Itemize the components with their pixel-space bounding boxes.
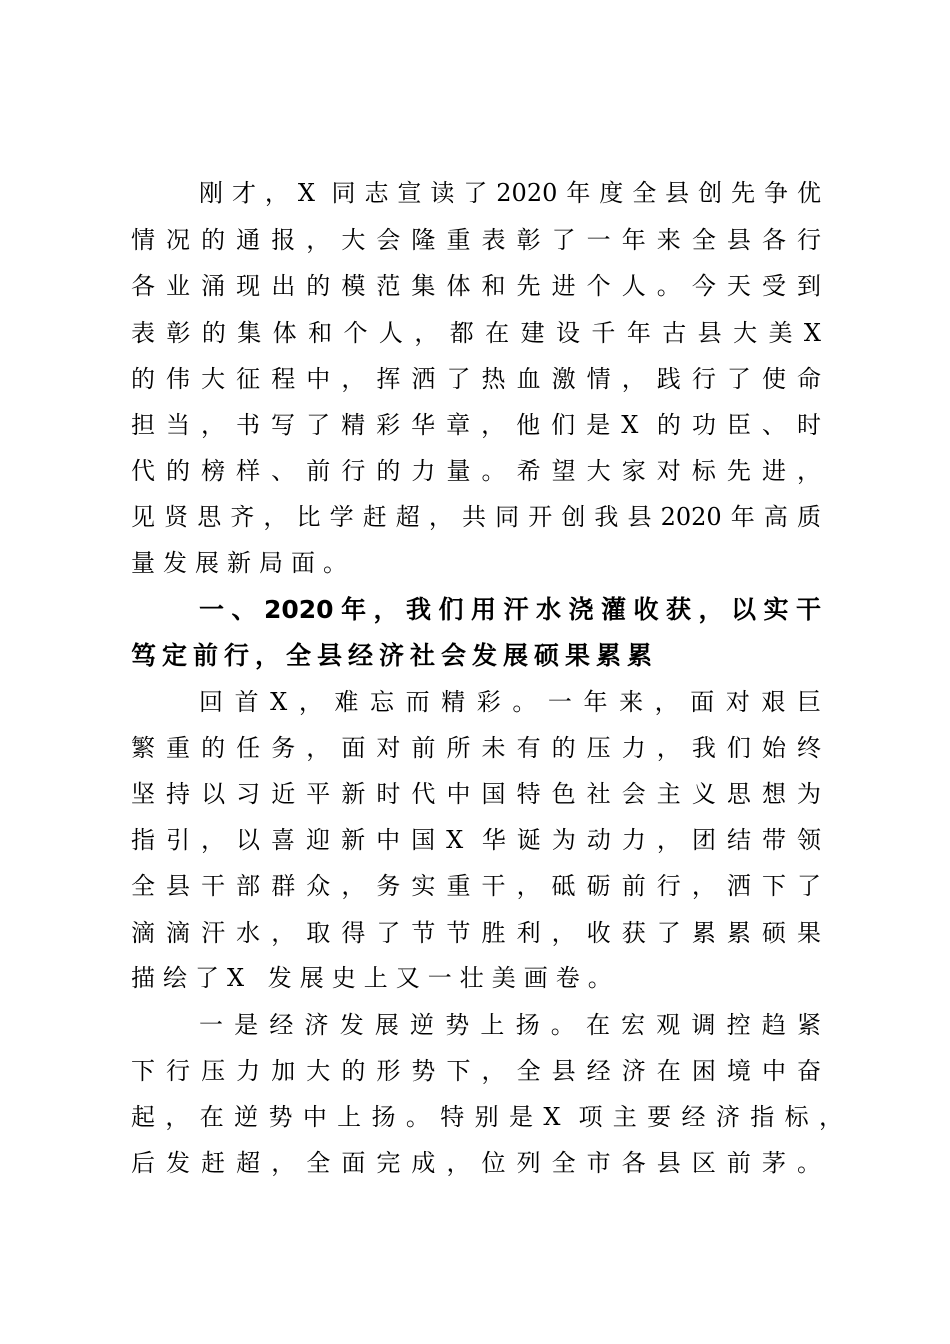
paragraph-1-line-4: 表彰的集体和个人，都在建设千年古县大美X — [131, 319, 821, 347]
paragraph-2-line-2: 繁重的任务，面对前所未有的压力，我们始终 — [131, 734, 821, 762]
paragraph-3-line-4: 后发赶超，全面完成，位列全市各县区前茅。 — [131, 1149, 821, 1177]
paragraph-1-line-1: 刚才，X 同志宣读了2020年度全县创先争优 — [199, 179, 821, 207]
paragraph-1-line-7: 代的榜样、前行的力量。希望大家对标先进， — [131, 457, 821, 485]
paragraph-1-line-2: 情况的通报，大会隆重表彰了一年来全县各行 — [131, 226, 821, 254]
paragraph-2-line-1: 回首X，难忘而精彩。一年来，面对艰巨 — [199, 688, 821, 716]
paragraph-1-line-9: 量发展新局面。 — [131, 549, 355, 577]
paragraph-1-line-5: 的伟大征程中，挥洒了热血激情，践行了使命 — [131, 365, 821, 393]
paragraph-3-line-3: 起，在逆势中上扬。特别是X 项主要经济指标， — [131, 1103, 843, 1131]
paragraph-2-line-3: 坚持以习近平新时代中国特色社会主义思想为 — [131, 780, 821, 808]
paragraph-2-line-6: 滴滴汗水，取得了节节胜利，收获了累累硕果 — [131, 919, 821, 947]
paragraph-1-line-6: 担当，书写了精彩华章，他们是X 的功臣、时 — [131, 411, 821, 439]
section-heading-line-2: 笃定前行，全县经济社会发展硕果累累 — [131, 641, 659, 670]
paragraph-2-line-4: 指引，以喜迎新中国X 华诞为动力，团结带领 — [131, 826, 821, 854]
paragraph-1-line-8: 见贤思齐，比学赶超，共同开创我县2020年高质 — [131, 503, 821, 531]
paragraph-3-line-1: 一是经济发展逆势上扬。在宏观调控趋紧 — [199, 1011, 821, 1039]
paragraph-2-line-7: 描绘了X 发展史上又一壮美画卷。 — [131, 964, 620, 992]
section-heading-line-1: 一、2020年，我们用汗水浇灌收获，以实干 — [199, 595, 821, 624]
paragraph-3-line-2: 下行压力加大的形势下，全县经济在困境中奋 — [131, 1057, 821, 1085]
paragraph-1-line-3: 各业涌现出的模范集体和先进个人。今天受到 — [131, 272, 821, 300]
paragraph-2-line-5: 全县干部群众，务实重干，砥砺前行，洒下了 — [131, 872, 821, 900]
